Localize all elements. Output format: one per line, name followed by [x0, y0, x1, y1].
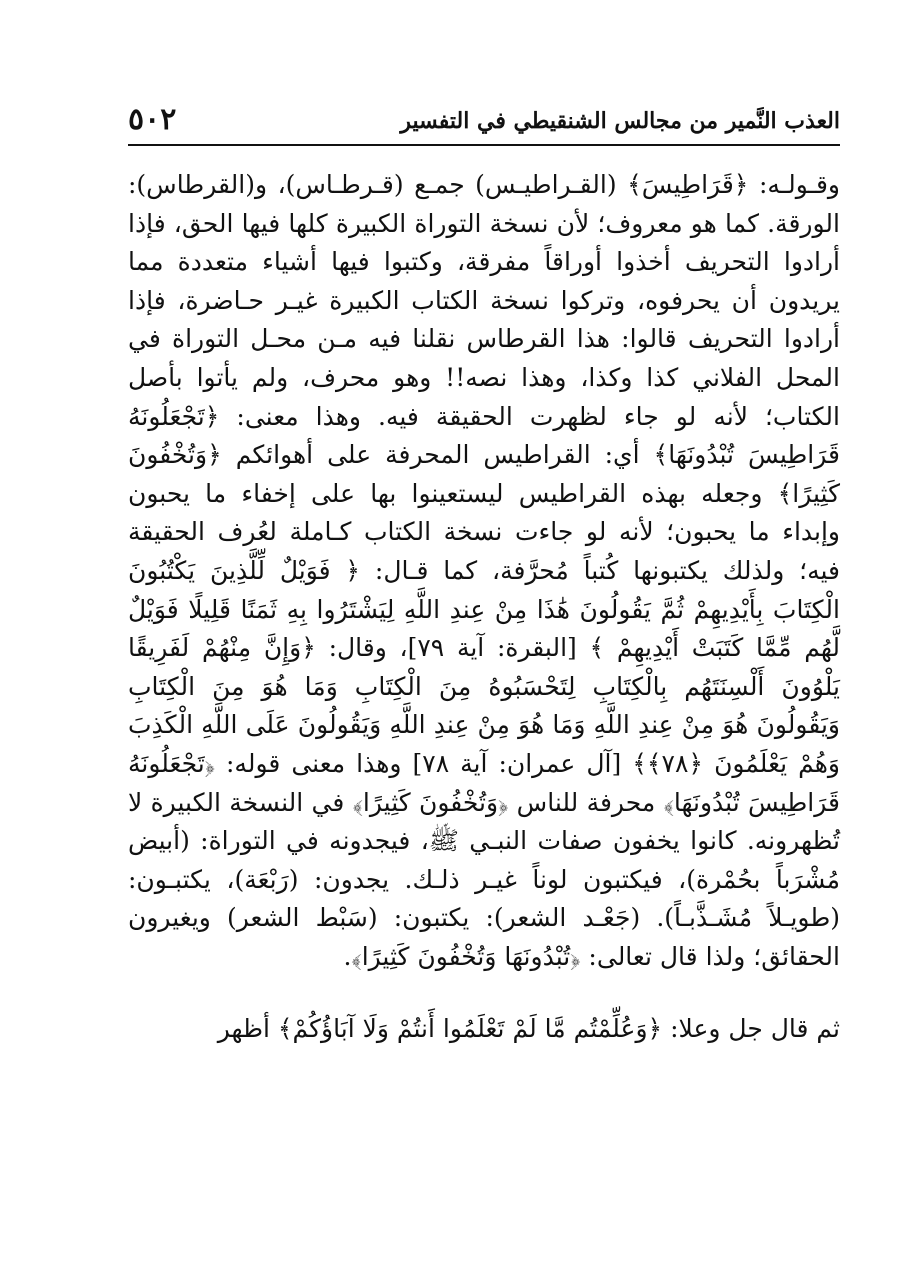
body-text [128, 166, 840, 976]
running-title: العذب النَّمير من مجالس الشنقيطي في التفسير [400, 108, 840, 134]
page-header [128, 100, 840, 146]
page-number: ٥٠٢ [128, 102, 177, 137]
main-paragraph: وقـولـه: ﴿قَرَاطِيسَ﴾ (القـراطيـس) جمـع (قـرطـاس)، و(القرطاس): الورقة. كما هو معروف؛ لأن نسخة التوراة الكبيرة كلها فيها الحق، فإذا أرادوا التحريف أخذوا أوراقاً مفرقة، وكتبوا فيها أشياء متعددة مما يريدون أن يحرفوه، وتركوا نسخة الكتاب الكبيرة غيـر حـاضرة، فإذا أرادوا التحريف قالوا: هذا القرطاس نقلنا فيه مـن محـل التوراة في المحل الفلاني كذا وكذا، وهذا نصه!! وهو محرف، ولم يأتوا بأصل الكتاب؛ لأنه لو جاء لظهرت الحقيقة فيه. وهذا معنى: ﴿تَجْعَلُونَهُ قَرَاطِيسَ تُبْدُونَهَا﴾ أي: القراطيس المحرفة على أهوائكم ﴿وَتُخْفُونَ كَثِيرًا﴾ وجعله بهذه القراطيس ليستعينوا بها على إخفاء ما يحبون وإبداء ما يحبون؛ لأنه لو جاءت نسخة الكتاب كـاملة لعُرف الحقيقة فيه؛ ولذلك يكتبونها كُتباً مُحرَّفة، كما قـال: ﴿ فَوَيْلٌ لِّلَّذِينَ يَكْتُبُونَ الْكِتَابَ بِأَيْدِيهِمْ ثُمَّ يَقُولُونَ هَٰذَا مِنْ عِندِ اللَّهِ لِيَشْتَرُوا بِهِ ثَمَنًا قَلِيلًا فَوَيْلٌ لَّهُم مِّمَّا كَتَبَتْ أَيْدِيهِمْ ﴾ [البقرة: آية ٧٩]، وقال: ﴿وَإِنَّ مِنْهُمْ لَفَرِيقًا يَلْوُونَ أَلْسِنَتَهُم بِالْكِتَابِ لِتَحْسَبُوهُ مِنَ الْكِتَابِ وَمَا هُوَ مِنَ الْكِتَابِ وَيَقُولُونَ هُوَ مِنْ عِندِ اللَّهِ وَمَا هُوَ مِنْ عِندِ اللَّهِ وَيَقُولُونَ عَلَى اللَّهِ الْكَذِبَ وَهُمْ يَعْلَمُونَ ﴿٧٨﴾﴾ [آل عمران: آية ٧٨] وهذا معنى قوله: ﴿تَجْعَلُونَهُ قَرَاطِيسَ تُبْدُونَهَا﴾ محرفة للناس ﴿وَتُخْفُونَ كَثِيرًا﴾ في النسخة الكبيرة لا تُظهرونه. كانوا يخفون صفات النبـي ﷺ، فيجدونه في التوراة: (أبيض مُشْرَباً بحُمْرة)، فيكتبون لوناً غيـر ذلـك. يجدون: (رَبْعَة)، يكتبـون: (طويـلاً مُشَـذَّبـاً). (جَعْـد الشعر): يكتبون: (سَبْط الشعر) ويغيرون الحقائق؛ ولذا قال تعالى: ﴿تُبْدُونَهَا وَتُخْفُونَ كَثِيرًا﴾. [128, 170, 840, 971]
closing-paragraph-container [128, 1010, 840, 1049]
document-page [128, 100, 840, 1220]
closing-paragraph: ثم قال جل وعلا: ﴿وَعُلِّمْتُم مَّا لَمْ تَعْلَمُوا أَنتُمْ وَلَا آبَاؤُكُمْ﴾ أظهر [217, 1014, 840, 1044]
